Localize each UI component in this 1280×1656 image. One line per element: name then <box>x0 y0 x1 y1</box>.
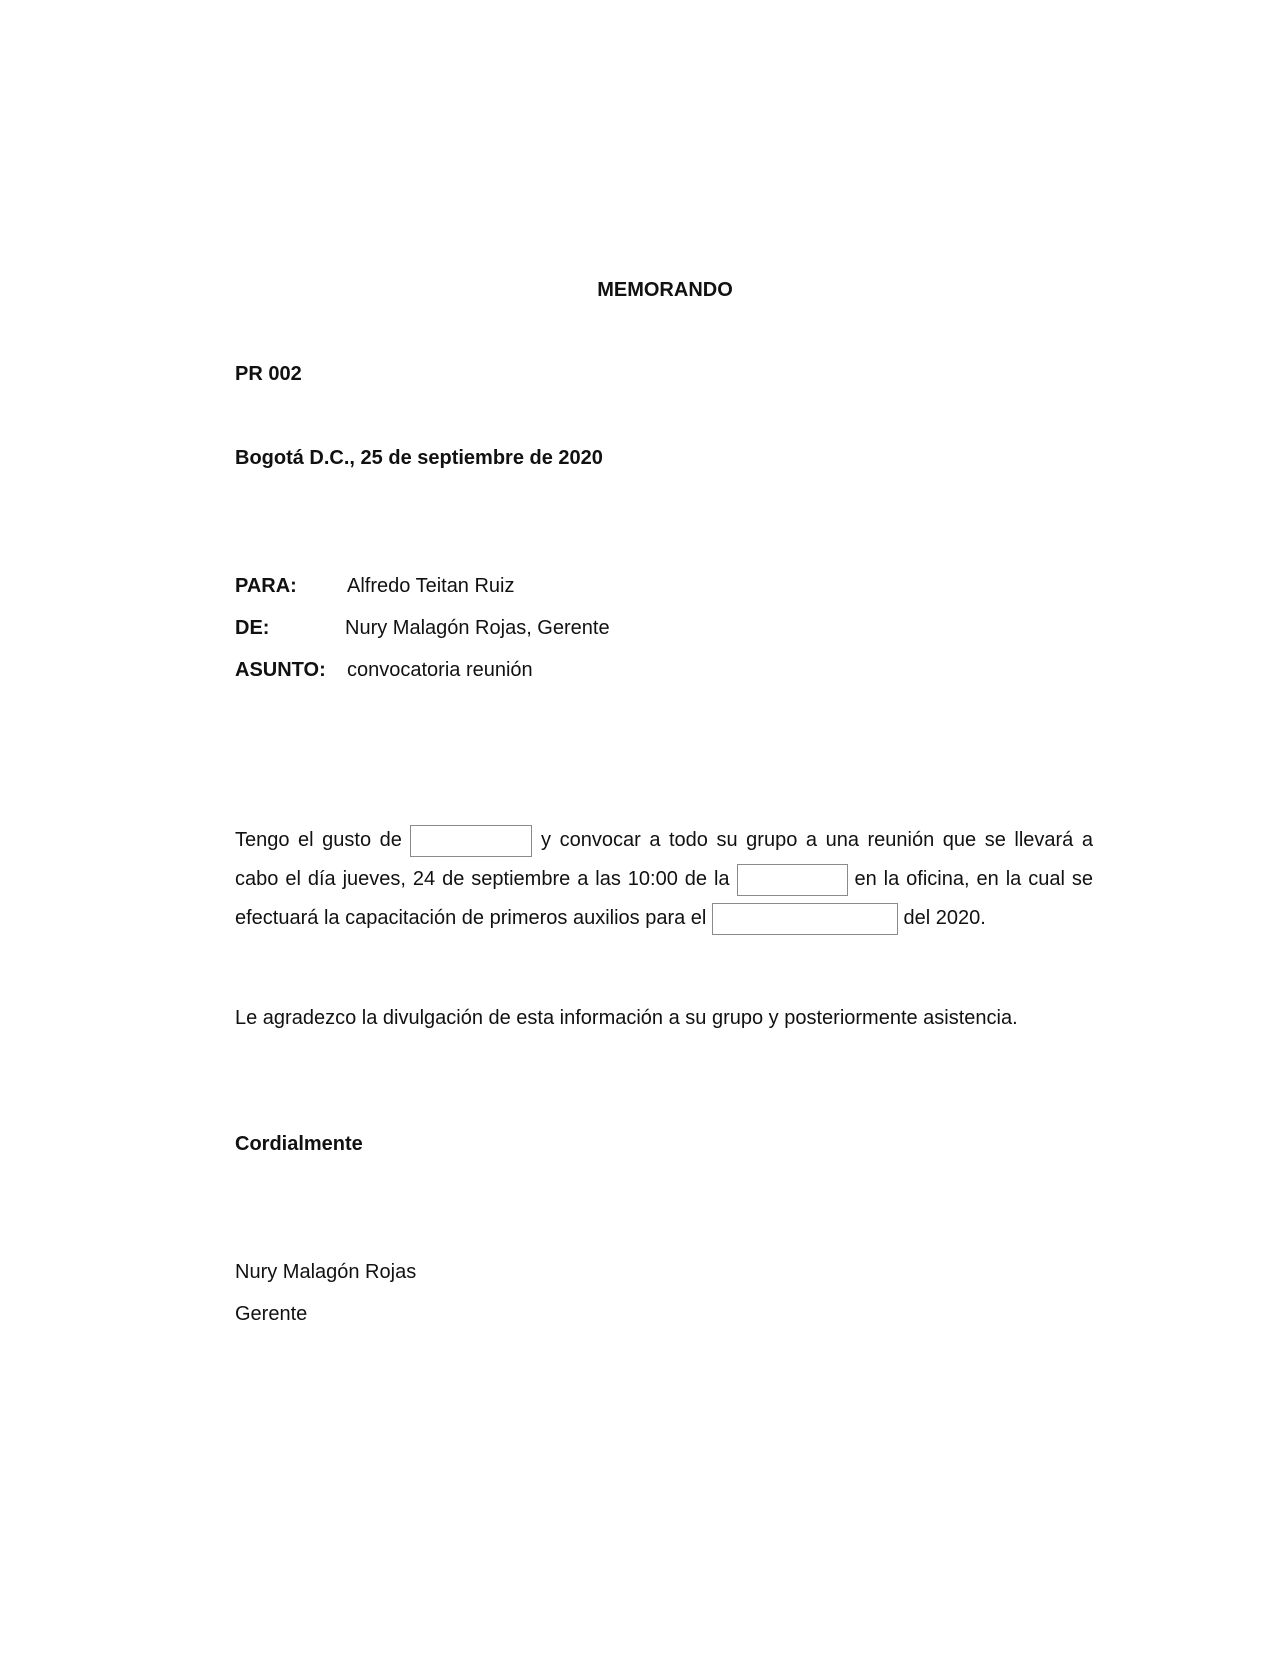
memo-code: PR 002 <box>235 363 302 385</box>
closing: Cordialmente <box>235 1133 363 1155</box>
para-label: PARA: <box>235 575 297 597</box>
body-line-2-start: cabo el día jueves, 24 de septiembre a las 10:00 de la <box>235 868 730 890</box>
body-line-3-end: del 2020. <box>903 907 986 929</box>
para-value: Alfredo Teitan Ruiz <box>347 575 515 597</box>
body-line-1-end: y convocar a todo su grupo a una reunión que se llevará a <box>541 829 1093 851</box>
signature-role: Gerente <box>235 1303 308 1325</box>
memo-date: Bogotá D.C., 25 de septiembre de 2020 <box>235 447 603 469</box>
body-line-2 <box>235 859 1093 899</box>
body-line-1-start: Tengo el gusto de <box>235 829 402 851</box>
asunto-value: convocatoria reunión <box>347 659 533 681</box>
asunto-label: ASUNTO: <box>235 659 326 681</box>
blank-field-2[interactable] <box>737 864 848 896</box>
body-line-3-start: efectuará la capacitación de primeros auxilios para el <box>235 907 707 929</box>
de-value: Nury Malagón Rojas, Gerente <box>345 617 610 639</box>
body-paragraph-2: Le agradezco la divulgación de esta información a su grupo y posteriormente asistencia. <box>235 1007 1018 1029</box>
de-label: DE: <box>235 617 270 639</box>
blank-field-3[interactable] <box>712 903 898 935</box>
body-line-1 <box>235 820 1093 860</box>
memo-title: MEMORANDO <box>597 279 733 301</box>
signature-name: Nury Malagón Rojas <box>235 1261 417 1283</box>
body-line-2-end: en la oficina, en la cual se <box>854 868 1093 890</box>
body-line-3 <box>235 898 1093 938</box>
blank-field-1[interactable] <box>410 825 532 857</box>
